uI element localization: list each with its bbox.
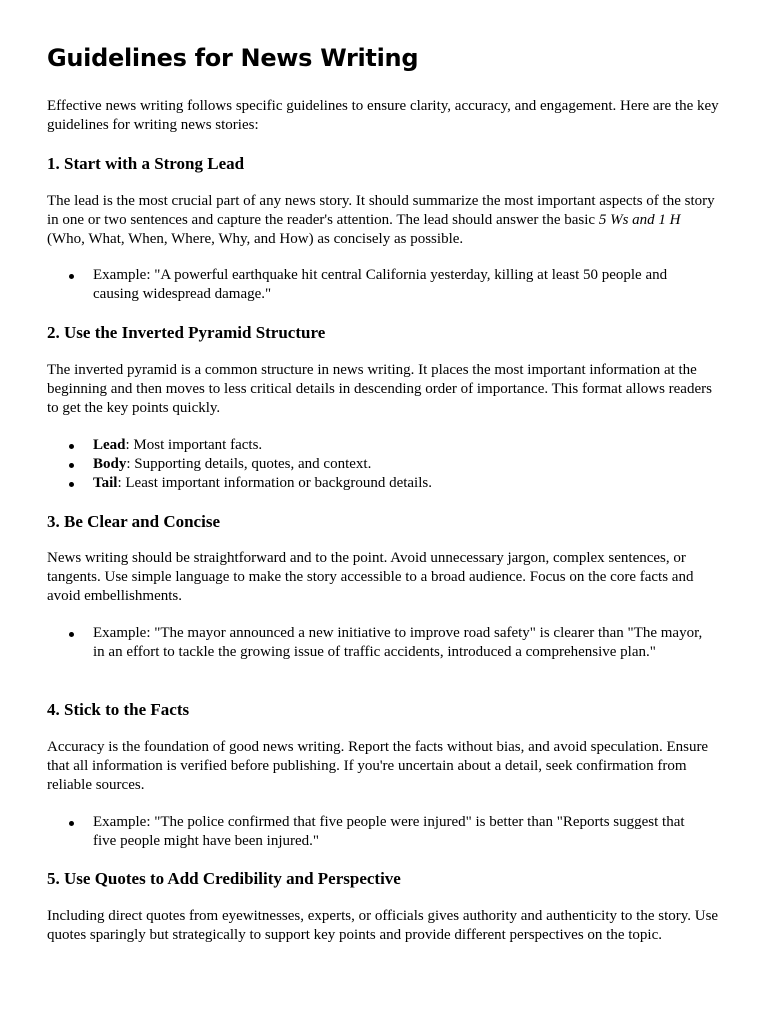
section-heading-stick-to-facts: 4. Stick to the Facts bbox=[47, 700, 190, 719]
section-paragraph-use-quotes: Including direct quotes from eyewitnesses, experts, or officials gives authority and authenticity to the story. Use quotes sparingly but strategically to support key points and provide different perspectives on the topic. bbox=[47, 908, 719, 944]
list-item bbox=[47, 474, 703, 493]
term-description: : Supporting details, quotes, and context. bbox=[126, 456, 372, 473]
term: Tail bbox=[93, 475, 118, 492]
section-paragraph-inverted-pyramid: The inverted pyramid is a common structure in news writing. It places the most important information at the beginning and then moves to less critical details in descending order of importance. This format allows readers to get the key points quickly. bbox=[47, 362, 712, 417]
emphasis-text: 5 Ws and 1 H bbox=[598, 212, 681, 229]
section-paragraph-clear-concise: News writing should be straightforward and to the point. Avoid unnecessary jargon, complex sentences, or tangents. Use simple language to make the story accessible to a broad audience. Focus on the core facts and avoid embellishments. bbox=[47, 550, 694, 605]
list-item bbox=[47, 455, 703, 474]
bullet-list bbox=[47, 624, 727, 662]
intro-paragraph: Effective news writing follows specific guidelines to ensure clarity, accuracy, and engagement. Here are the key guidelines for writing news stories: bbox=[47, 98, 719, 134]
section-heading-strong-lead: 1. Start with a Strong Lead bbox=[47, 154, 245, 173]
paragraph-text: (Who, What, When, Where, Why, and How) as concisely as possible. bbox=[47, 231, 464, 248]
list-item: Example: "The police confirmed that five people were injured" is better than "Reports suggest that five people might have been injured." bbox=[47, 813, 703, 851]
list-item: Example: "A powerful earthquake hit central California yesterday, killing at least 50 people and causing widespread damage." bbox=[47, 266, 703, 304]
bullet-list bbox=[47, 266, 727, 304]
section-paragraph-stick-to-facts: Accuracy is the foundation of good news writing. Report the facts without bias, and avoid speculation. Ensure that all information is verified before publishing. If you're uncertain about a detail, seek confirmation from reliable sources. bbox=[47, 739, 709, 794]
page-title: Guidelines for News Writing bbox=[47, 44, 419, 72]
bullet-list bbox=[47, 813, 727, 851]
section-heading-clear-concise: 3. Be Clear and Concise bbox=[47, 512, 220, 531]
list-item: Example: "The mayor announced a new initiative to improve road safety" is clearer than "The mayor, in an effort to tackle the growing issue of traffic accidents, introduced a comprehensive plan." bbox=[47, 624, 703, 662]
section-heading-inverted-pyramid: 2. Use the Inverted Pyramid Structure bbox=[47, 323, 326, 342]
term-description: : Most important facts. bbox=[125, 437, 263, 453]
bullet-list bbox=[47, 436, 727, 494]
term-description: : Least important information or background details. bbox=[117, 475, 432, 492]
list-item bbox=[47, 436, 703, 455]
term: Lead bbox=[93, 437, 126, 453]
section-heading-use-quotes: 5. Use Quotes to Add Credibility and Perspective bbox=[47, 869, 401, 888]
term: Body bbox=[93, 456, 127, 473]
section-paragraph-strong-lead bbox=[47, 192, 722, 250]
paragraph-text: The lead is the most crucial part of any news story. It should summarize the most important aspects of the story in one or two sentences and capture the reader's attention. The lead should answer the basic bbox=[47, 193, 715, 229]
